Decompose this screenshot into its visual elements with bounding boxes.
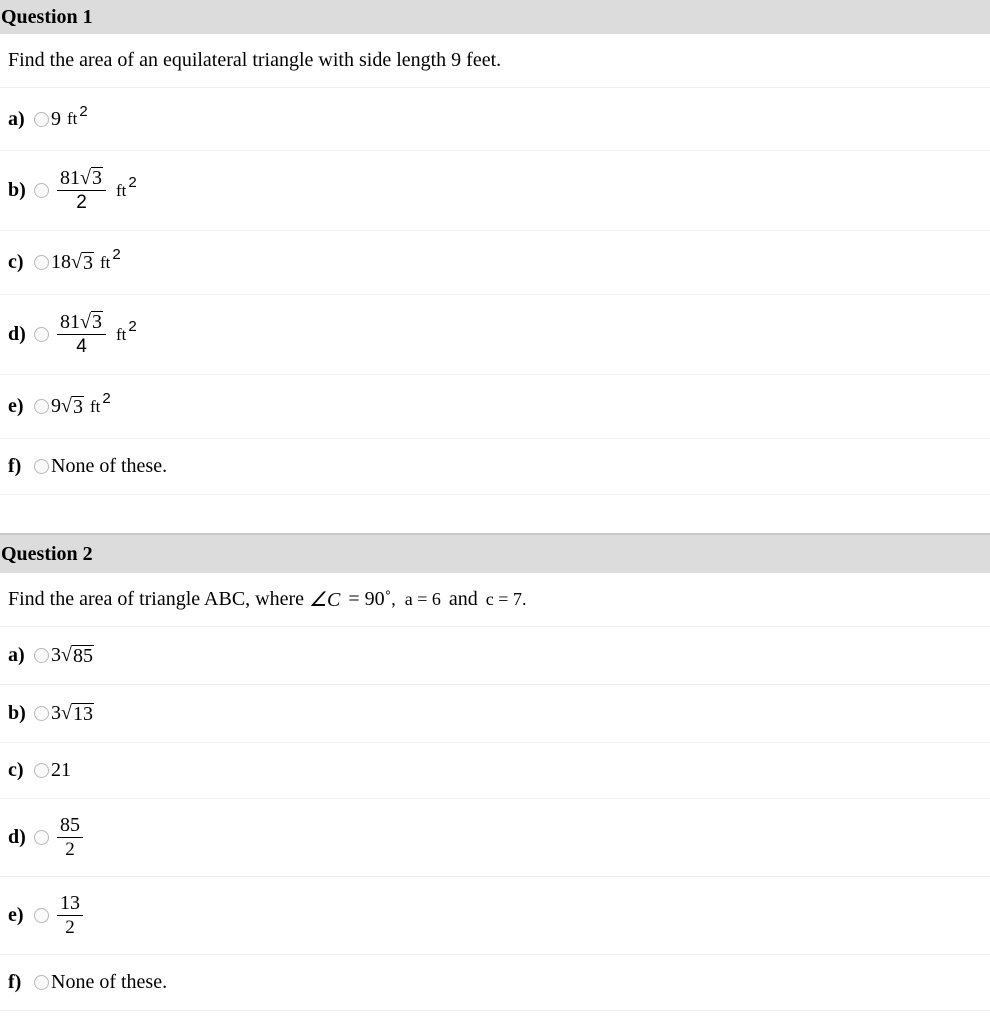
sqrt-symbol: √ 3	[80, 311, 102, 333]
question-title: Question 2	[1, 542, 93, 565]
sqrt-symbol: √ 85	[61, 644, 93, 667]
side-a: , a = 6	[391, 589, 441, 609]
q2-option-f[interactable]	[0, 955, 990, 1011]
angle-value: = 90˚	[348, 588, 392, 610]
radicand: 3	[91, 167, 102, 189]
option-letter: b)	[8, 702, 26, 724]
option-letter: d)	[8, 826, 26, 848]
numerator: 13	[57, 891, 83, 916]
option-letter: d)	[8, 323, 26, 345]
option-letter: c)	[8, 759, 24, 781]
option-letter: b)	[8, 179, 26, 201]
unit: ft	[99, 252, 111, 272]
radio-button[interactable]	[34, 255, 49, 270]
and-text: and	[448, 588, 478, 610]
radicand: 3	[91, 311, 102, 333]
radio-button[interactable]	[34, 112, 49, 127]
question-1-prompt: Find the area of an equilateral triangle with side length 9 feet.	[0, 34, 990, 88]
radio-button[interactable]	[34, 706, 49, 721]
coefficient: 3	[51, 702, 61, 724]
answer-math	[51, 390, 111, 418]
coefficient: 9	[51, 395, 61, 417]
q1-option-a[interactable]	[0, 88, 990, 151]
radicand: 13	[72, 703, 93, 725]
denominator: 2	[76, 192, 87, 213]
radicand: 3	[82, 252, 93, 274]
question-spacer	[0, 495, 990, 533]
question-title: Question 1	[1, 5, 93, 28]
exponent: 2	[128, 318, 137, 335]
question-1	[0, 0, 990, 495]
sqrt-symbol: √ 13	[61, 702, 93, 725]
exponent: 2	[128, 174, 137, 191]
numerator: 85	[57, 813, 83, 838]
fraction	[57, 166, 106, 215]
answer-text: None of these.	[51, 971, 168, 993]
unit: ft	[115, 180, 127, 200]
q2-option-a[interactable]	[0, 627, 990, 685]
q1-option-b[interactable]	[0, 151, 990, 231]
unit: ft	[89, 396, 101, 416]
unit: ft	[67, 109, 78, 128]
option-letter: f)	[8, 971, 22, 993]
answer-math	[51, 644, 94, 667]
option-letter: e)	[8, 904, 24, 926]
numerator	[57, 166, 106, 191]
denominator: 2	[65, 917, 75, 938]
side-c: c = 7.	[485, 589, 527, 609]
answer-math	[51, 102, 88, 131]
radio-button[interactable]	[34, 763, 49, 778]
question-2	[0, 533, 990, 1011]
radicand: 85	[72, 645, 93, 667]
question-2-header	[0, 533, 990, 573]
radio-button[interactable]	[34, 975, 49, 990]
radio-button[interactable]	[34, 908, 49, 923]
q1-option-e[interactable]	[0, 375, 990, 439]
option-letter: f)	[8, 455, 22, 477]
denominator: 2	[65, 839, 75, 860]
radio-button[interactable]	[34, 459, 49, 474]
q1-option-f[interactable]	[0, 439, 990, 495]
numerator	[57, 310, 106, 335]
exponent: 2	[102, 390, 111, 407]
prompt-text: Find the area of triangle ABC, where	[8, 588, 310, 610]
fraction	[57, 891, 83, 940]
radicand: 3	[72, 396, 83, 418]
angle-symbol: ∠C	[309, 589, 341, 611]
coefficient: 81	[60, 167, 80, 189]
option-letter: a)	[8, 644, 25, 666]
exponent: 2	[112, 246, 121, 263]
answer-math	[51, 702, 94, 725]
option-letter: c)	[8, 251, 24, 273]
option-letter: a)	[8, 107, 25, 130]
answer-value: 21	[51, 759, 71, 781]
q1-option-d[interactable]	[0, 295, 990, 375]
radio-button[interactable]	[34, 830, 49, 845]
q2-option-d[interactable]	[0, 799, 990, 877]
sqrt-symbol: √ 3	[61, 395, 83, 418]
question-2-prompt	[0, 573, 990, 627]
radio-button[interactable]	[34, 327, 49, 342]
exponent: 2	[79, 102, 88, 120]
q2-option-b[interactable]	[0, 685, 990, 743]
radio-button[interactable]	[34, 399, 49, 414]
answer-math	[51, 246, 121, 274]
radio-button[interactable]	[34, 183, 49, 198]
q2-option-e[interactable]	[0, 877, 990, 955]
option-letter: e)	[8, 395, 24, 417]
coefficient: 18	[51, 251, 71, 273]
coefficient: 9	[51, 107, 61, 130]
q1-option-c[interactable]	[0, 231, 990, 295]
fraction	[57, 310, 106, 359]
coefficient: 81	[60, 311, 80, 333]
sqrt-symbol: √ 3	[71, 251, 93, 274]
denominator: 4	[76, 336, 87, 357]
answer-math	[51, 166, 137, 215]
question-1-header	[0, 0, 990, 34]
answer-math	[51, 310, 137, 359]
answer-text: None of these.	[51, 455, 168, 477]
sqrt-symbol: √ 3	[80, 167, 102, 189]
fraction	[57, 813, 83, 862]
q2-option-c[interactable]	[0, 743, 990, 799]
radio-button[interactable]	[34, 648, 49, 663]
coefficient: 3	[51, 644, 61, 666]
unit: ft	[115, 324, 127, 344]
